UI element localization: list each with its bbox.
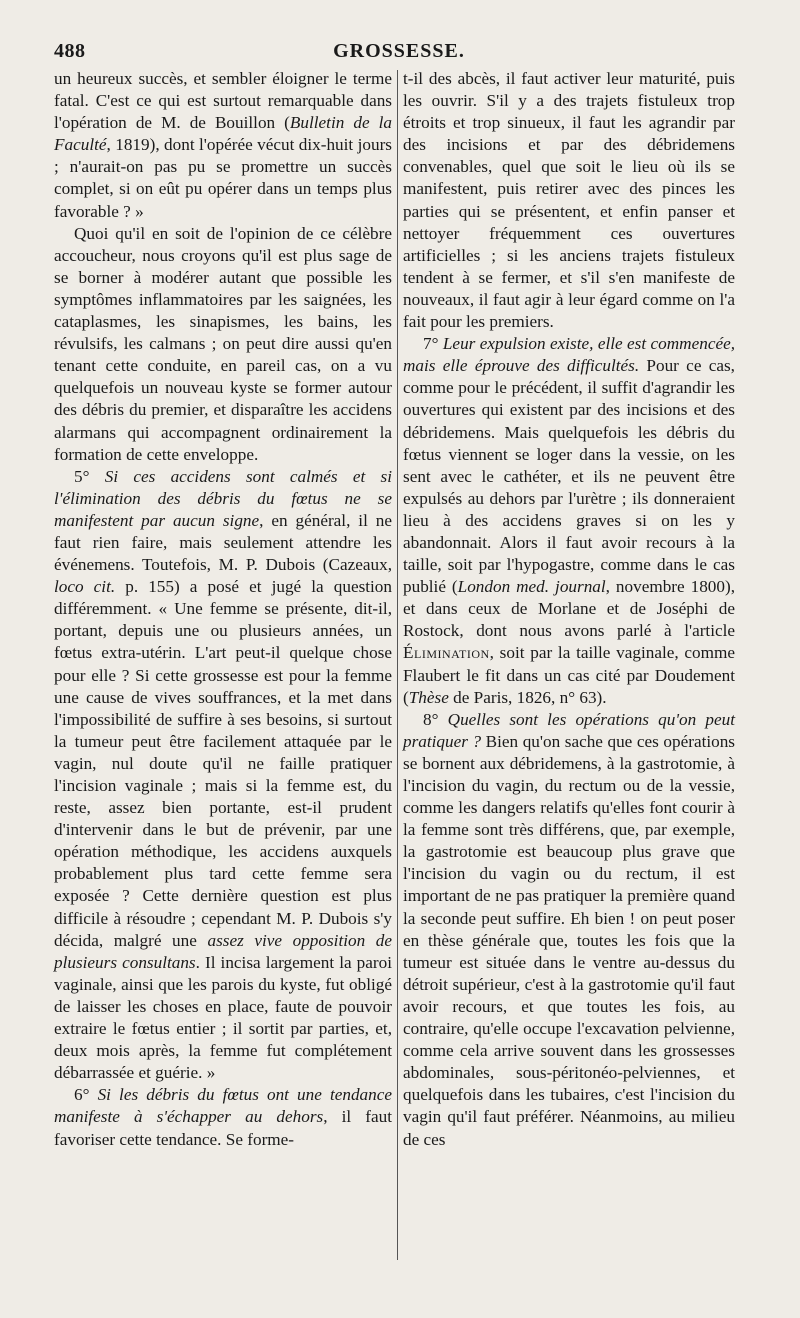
- paragraph: [54, 466, 392, 1085]
- text-run: un heureux succès, et sembler éloigner le terme fatal. C'est ce qui est surtout remarquable dans l'opération de M. de Bouillon (: [54, 69, 392, 133]
- text-run: 6°: [74, 1085, 98, 1105]
- column-divider: [397, 70, 398, 1260]
- text-run: p. 155) a posé et jugé la question différemment. « Une femme se présente, dit-il, portant, depuis une ou plusieurs années, un fœtus extra-utérin. L'art peut-il quelque chose pour elle ? Si cette grossesse est pour la femme une cause de vives souffrances, et la met dans l'impossibilité de suffire à ses besoins, si surtout la tumeur peut être facilement attaquée par le vagin, nul doute qu'il ne faille pratiquer l'incision vaginale ; mais si la femme est, du reste, assez bien portante, est-il prudent d'intervenir dans le but de prévenir, par une opération méthodique, les accidens auxquels probablement plus tard cette femme sera exposée ? Cette dernière question est plus difficile à résoudre ; cependant M. P. Dubois s'y décida, malgré une: [54, 577, 392, 950]
- italic-text-run: Si les débris du fœtus ont une tendance manifeste à s'échapper au dehors: [54, 1085, 393, 1127]
- left-column: [54, 68, 392, 1151]
- italic-text-run: Quelles sont les opérations qu'on peut pratiquer ?: [403, 709, 735, 751]
- paragraph: [54, 223, 392, 466]
- text-run: Élimination: [403, 643, 490, 663]
- text-run: 8°: [423, 709, 448, 729]
- paragraph: [403, 333, 735, 709]
- paragraph: [54, 68, 392, 223]
- italic-text-run: loco cit.: [54, 577, 116, 597]
- text-run: Bien qu'on sache que ces opérations se bornent aux débridemens, à la gastrotomie, à l'incision du vagin, du rectum ou de la vessie, comme les dangers relatifs qu'elles font courir à la femme sont très différens, que, par exemple, la gastrotomie est beaucoup plus grave que l'incision du vagin ou du rectum, il est important de ne pas pratiquer la première quand la seconde peut suffire. Eh bien ! on peut poser en thèse générale que, toutes les fois que la tumeur est située dans le ventre au-dessus du détroit supérieur, c'est à la gastrotomie qu'il faut avoir recours, et que toutes les fois, au contraire, qu'elle occupe l'excavation pelvienne, comme cela arrive souvent dans les grossesses abdominales, sous-péritonéo-pelviennes, et quelquefois dans les tubaires, c'est l'incision du vagin qu'il faut préférer. Néanmoins, au milieu de ces: [403, 731, 735, 1149]
- italic-text-run: assez vive opposition de plusieurs consultans: [54, 930, 392, 972]
- italic-text-run: London med. journal: [457, 577, 606, 597]
- text-run: Pour ce cas, comme pour le précédent, il suffit d'agrandir les ouvertures qui existent par des incisions et des débridemens. Mais quelquefois les débris du fœtus viennent se loger dans la vessie, on les sent avec le cathéter, et ils ne peuvent être expulsés au dehors par l'urètre ; ils donneraient lieu à des accidens graves si on les y abandonnait. Alors il faut avoir recours à la taille, soit par l'hypogastre, comme dans le cas publié (: [403, 356, 735, 597]
- italic-text-run: Si ces accidens sont calmés et si l'élimination des débris du fœtus ne se manifestent par aucun signe: [54, 466, 392, 530]
- text-run: 7°: [423, 334, 443, 354]
- page-header: [54, 40, 744, 70]
- text-run: , soit par la taille vaginale, comme Flaubert le fit dans un cas cité par Doudement (: [403, 643, 735, 707]
- text-run: 5°: [74, 466, 105, 486]
- paragraph: [54, 1084, 392, 1150]
- text-run: , novembre 1800), et dans ceux de Morlane et de Joséphi de Rostock, dont nous avons parlé à l'article: [403, 577, 735, 641]
- italic-text-run: Bulletin de la Faculté: [54, 113, 392, 155]
- paragraph: [403, 709, 735, 1151]
- italic-text-run: Leur expulsion existe, elle est commencée, mais elle éprouve des difficultés.: [403, 334, 735, 376]
- text-run: , en général, il ne faut rien faire, mais seulement attendre les événemens. Toutefois, M. P. Dubois (Cazeaux,: [54, 510, 392, 575]
- text-run: , il faut favoriser cette tendance. Se forme-: [54, 1107, 392, 1149]
- paragraph: [403, 68, 735, 333]
- running-title: GROSSESSE.: [333, 40, 465, 62]
- text-run: de Paris, 1826, n° 63).: [448, 687, 607, 707]
- page-number: 488: [54, 40, 86, 62]
- italic-text-run: Thèse: [408, 687, 449, 707]
- right-column: [403, 68, 735, 1151]
- text-run: , 1819), dont l'opérée vécut dix-huit jours ; n'aurait-on pas pu se promettre un succès complet, si on eût pu opérer dans un temps plus favorable ? »: [54, 135, 392, 221]
- text-run: . Il incisa largement la paroi vaginale, ainsi que les parois du kyste, fut obligé de laisser les choses en place, faute de pouvoir extraire le fœtus entier ; il sortit par parties, et, deux mois après, la femme fut complétement débarrassée et guérie. »: [54, 952, 392, 1083]
- text-run: t-il des abcès, il faut activer leur maturité, puis les ouvrir. S'il y a des trajets fistuleux trop étroits et trop sinueux, il faut les agrandir par des incisions et par des débridemens convenables, quel que soit le lieu où ils se manifestent, puis retirer avec des pinces les parties qui se présentent, et enfin panser et nettoyer fréquemment ces ouvertures artificielles ; si les anciens trajets fistuleux tendent à se fermer, et s'il s'en manifeste de nouveaux, il faut agir à leur égard comme on l'a fait pour les premiers.: [403, 69, 735, 332]
- text-run: Quoi qu'il en soit de l'opinion de ce célèbre accoucheur, nous croyons qu'il est plus sage de se borner à modérer autant que possible les symptômes inflammatoires par les saignées, les cataplasmes, les sinapismes, les bains, les révulsifs, les calmans ; on peut dire aussi qu'en tenant cette conduite, en pareil cas, on a vu quelquefois un nouveau kyste se former autour des débris du premier, et disparaître les accidens alarmans qui accompagnent ordinairement la formation de cette enveloppe.: [54, 223, 392, 464]
